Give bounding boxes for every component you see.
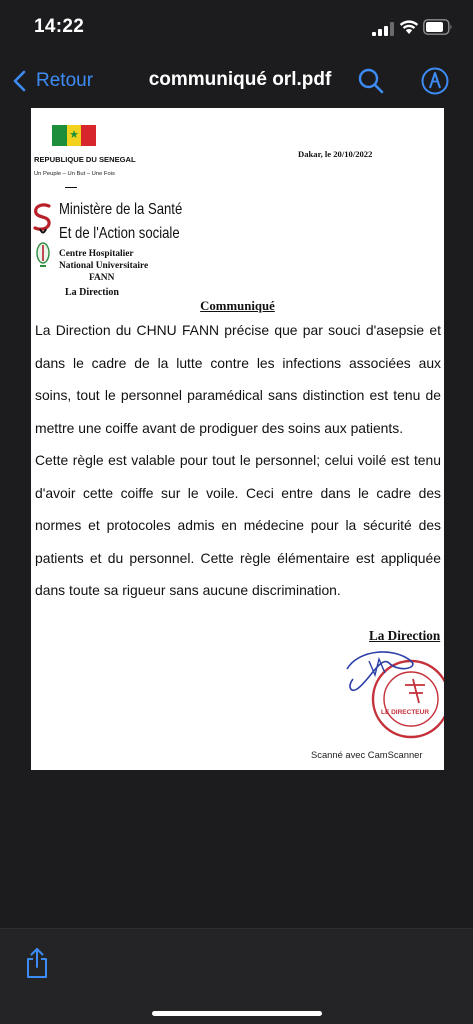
- back-button-label: Retour: [36, 70, 94, 91]
- official-stamp: [339, 641, 444, 741]
- scanner-note: Scanné avec CamScanner: [311, 749, 423, 760]
- markup-pen-icon[interactable]: [420, 66, 450, 96]
- status-time: 14:22: [34, 16, 85, 37]
- navigation-bar: [0, 56, 473, 106]
- hospital-line-2: National Universitaire: [59, 261, 149, 271]
- document-title: communiqué orl.pdf: [148, 69, 332, 90]
- chevron-left-icon: [12, 70, 26, 92]
- wifi-icon: [399, 19, 419, 35]
- back-button[interactable]: [12, 66, 93, 96]
- hospital-logo-icon: [36, 242, 50, 270]
- home-indicator: [152, 1011, 322, 1016]
- pdf-page[interactable]: [31, 108, 444, 770]
- republic-header: REPUBLIQUE DU SENEGAL: [34, 155, 136, 164]
- direction-header: La Direction: [65, 287, 119, 298]
- document-date: Dakar, le 20/10/2022: [298, 149, 373, 159]
- motto-divider: [65, 187, 77, 188]
- stamp-label: LE DIRECTEUR: [381, 709, 430, 716]
- bottom-toolbar: [0, 928, 473, 1024]
- national-motto: Un Peuple – Un But – Une Fois: [34, 171, 115, 177]
- search-icon[interactable]: [356, 66, 386, 96]
- share-icon[interactable]: [24, 947, 50, 979]
- paragraph-2: Cette règle est valable pour tout le personnel; celui voilé est tenu d'avoir cette coiffe sur le voile. Ceci entre dans le cadre des normes et protocoles admis en médecine pour la sécurité des patients et du personnel. Cette règle élémentaire est appliquée dans toute sa rigueur sans aucune discrimination.: [35, 452, 441, 599]
- hospital-line-3: FANN: [89, 273, 115, 283]
- communique-title: Communiqué: [200, 299, 275, 313]
- paragraph-1: La Direction du CHNU FANN précise que par souci d'asepsie et dans le cadre de la lutte contre les infections associées aux soins, tout le personnel paramédical sans distinction est tenu de mettre une coiffe avant de prodiguer des soins aux patients.: [35, 322, 441, 436]
- ministry-line-1: Ministère de la Santé: [59, 201, 183, 218]
- signature-title: La Direction: [369, 628, 441, 643]
- ministry-logo-icon: [31, 203, 55, 239]
- battery-icon: [423, 19, 453, 35]
- status-bar: [0, 0, 473, 56]
- senegal-flag: [52, 125, 96, 146]
- cellular-signal-icon: [372, 22, 394, 36]
- hospital-line-1: Centre Hospitalier: [59, 249, 134, 259]
- star-icon: ★: [69, 129, 79, 141]
- ministry-line-2: Et de l'Action sociale: [59, 225, 180, 242]
